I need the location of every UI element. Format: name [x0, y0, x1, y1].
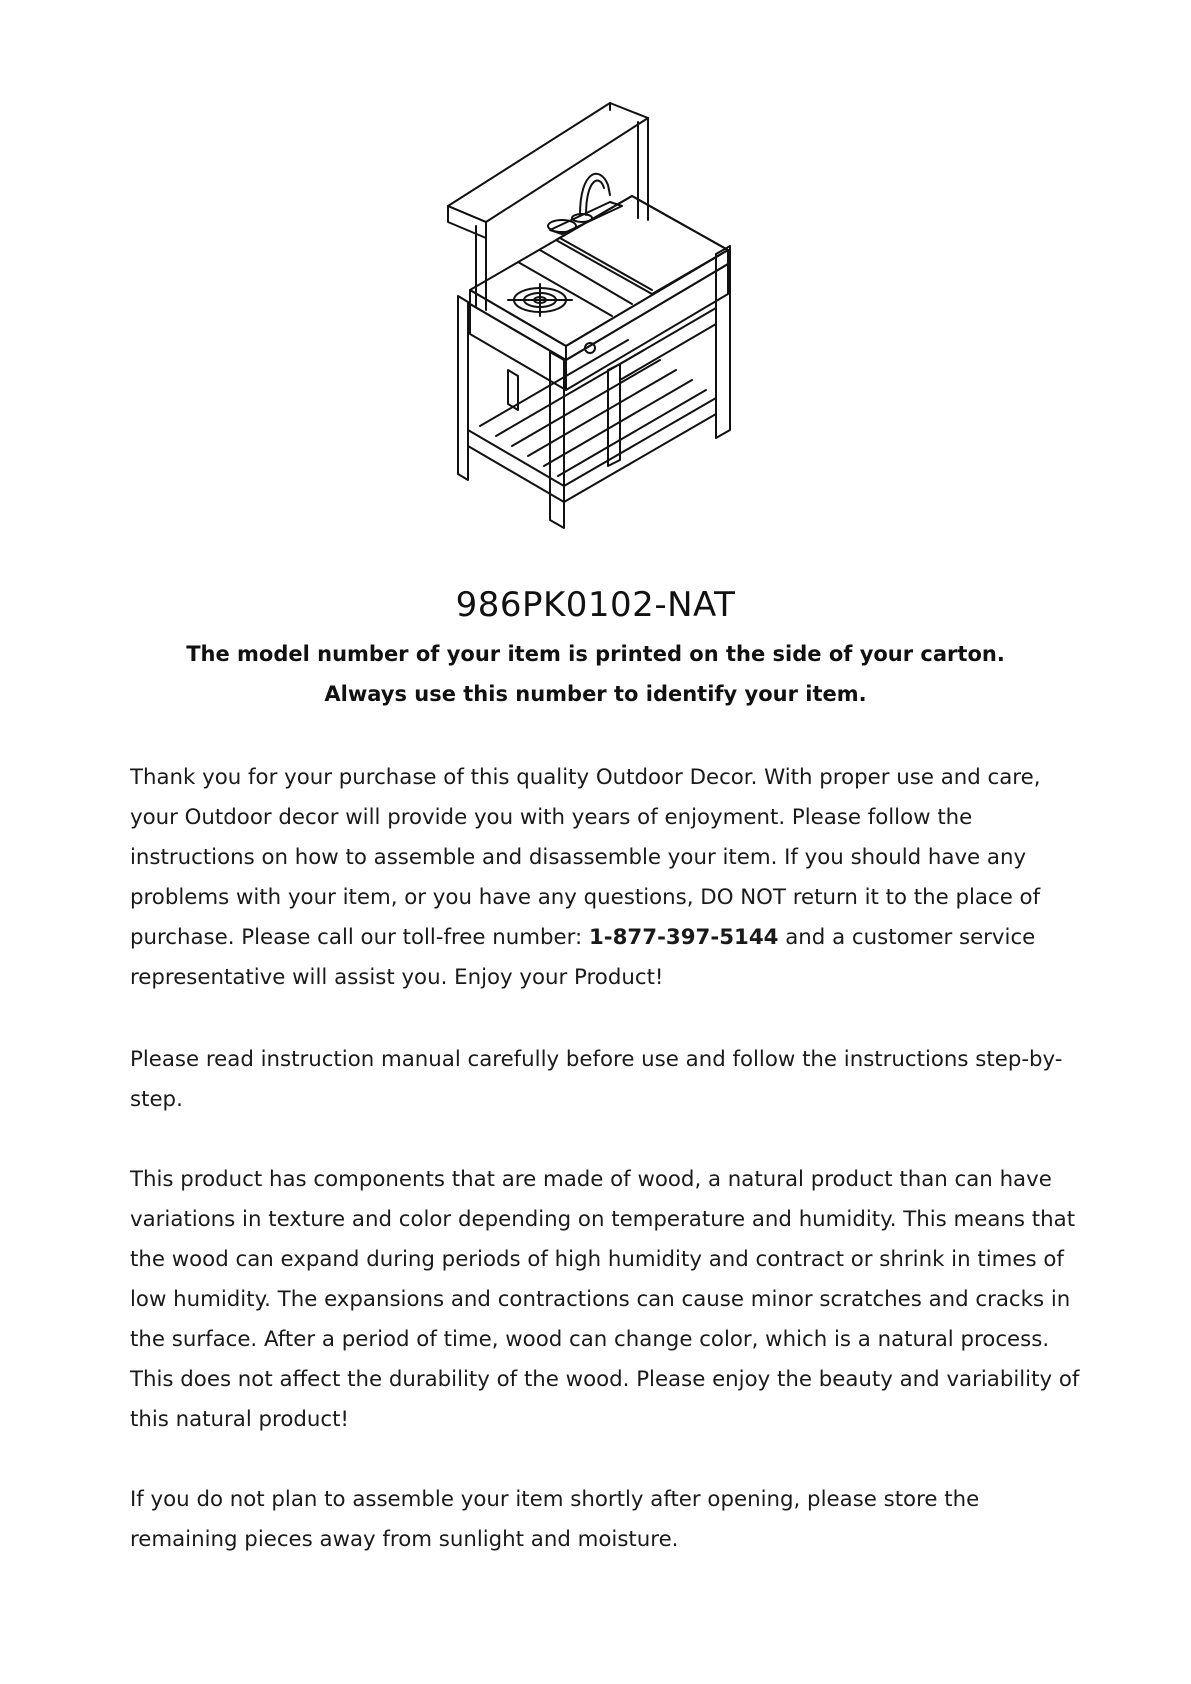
thank-you-paragraph	[130, 758, 1090, 998]
model-number: 986PK0102-NAT	[455, 585, 736, 625]
wood-note-paragraph: This product has components that are made of wood, a natural product than can have variations in texture and color depending on temperature and humidity. This means that the wood can expand during periods of high humidity and contract or shrink in times of low humidity. The expansions and contractions can cause minor scratches and cracks in the surface. After a period of time, wood can change color, which is a natural process. This does not affect the durability of the wood. Please enjoy the beauty and variability of this natural product!	[130, 1167, 1080, 1432]
toll-free-phone-number: 1-877-397-5144	[588, 925, 779, 950]
thank-you-text-end: and a customer service representative will assist you. Enjoy your Product!	[130, 925, 1036, 990]
read-instructions-paragraph: Please read instruction manual carefully before use and follow the instructions step-by-step.	[130, 1047, 1063, 1112]
model-number-note: The model number of your item is printed on the side of your carton.	[186, 642, 1005, 666]
model-number-instruction: Always use this number to identify your item.	[324, 682, 867, 706]
product-illustration	[440, 100, 780, 570]
thank-you-text: Thank you for your purchase of this quality Outdoor Decor. With proper use and care, your Outdoor decor will provide you with years of enjoyment. Please follow the instructions on how to assemble and disassemble your item. If you should have any problems with your item, or you have any questions, DO NOT return it to the place of purchase. Please call our toll-free number:	[130, 765, 1041, 950]
storage-note-paragraph: If you do not plan to assemble your item shortly after opening, please store the remaining pieces away from sunlight and moisture.	[130, 1487, 980, 1552]
